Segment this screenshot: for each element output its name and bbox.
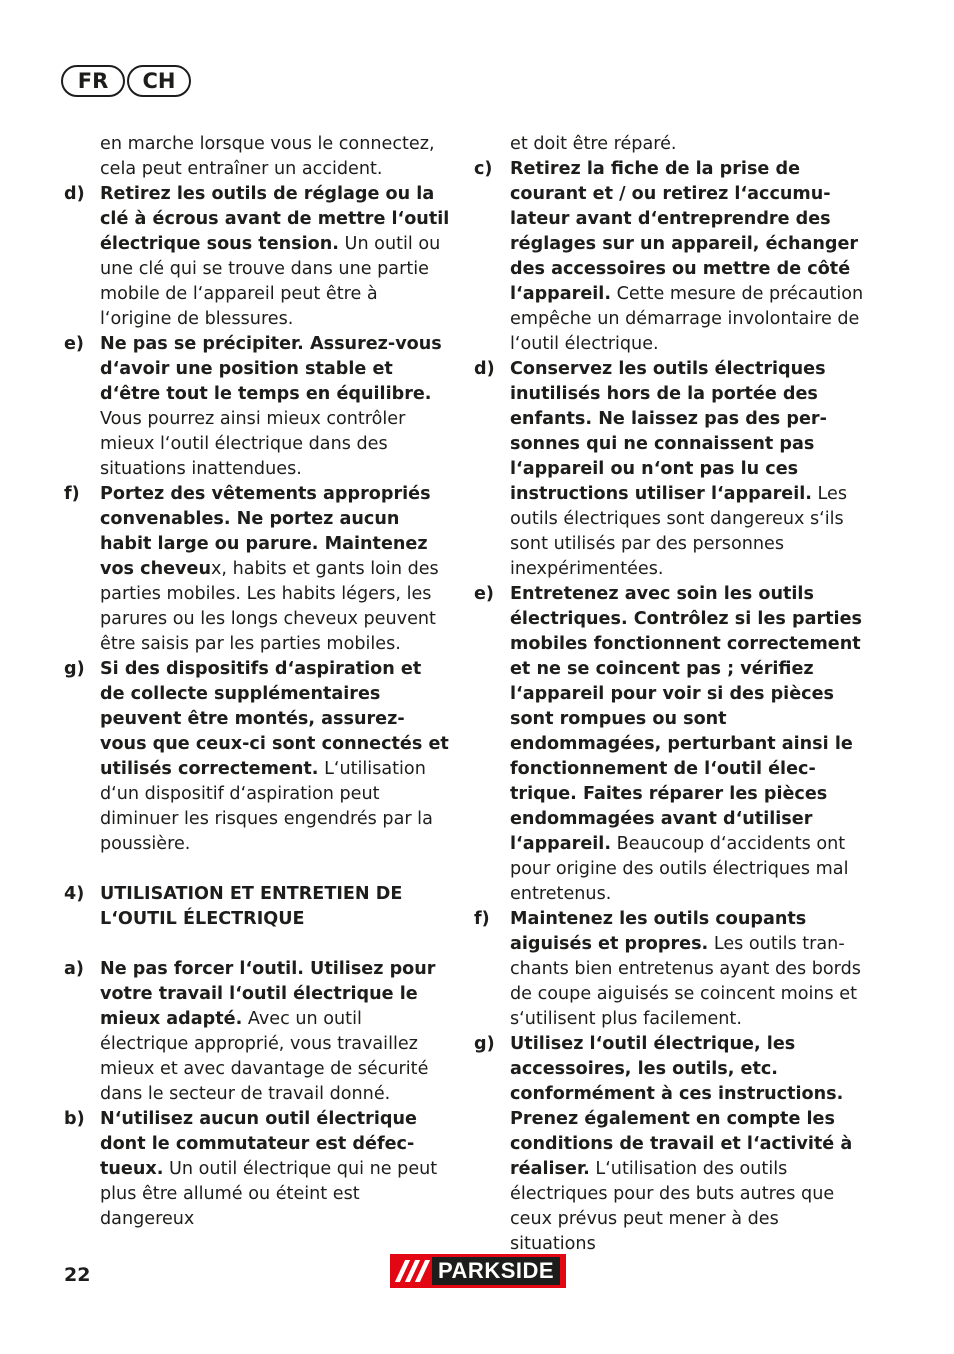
list-item-e	[64, 332, 450, 482]
item-bold: Portez des vêtements appropriés convenables. Ne portez aucun habit large ou parure. Maintenez vos cheveu	[100, 484, 431, 579]
item-label: b)	[64, 1109, 85, 1129]
item-bold: Retirez la fiche de la prise de courant et / ou retirez l‘accumulateur avant d‘entreprendre des réglages sur un appareil, échanger des accessoires ou mettre de côté l‘appareil.	[510, 159, 859, 304]
item-body: Les outils électriques sont dangereux s‘ils sont utilisés par des personnes inexpérimentées.	[510, 484, 848, 579]
item-text	[100, 657, 450, 857]
item-bold: Si des dispositifs d‘aspiration et de collecte supplémentaires peuvent être montés, assurez-vous que ceux-ci sont connectés et utilisés correctement.	[100, 659, 449, 779]
list-item-g	[64, 657, 450, 857]
item-body: Vous pourrez ainsi mieux contrôler mieux l‘outil électrique dans des situations inattendues.	[100, 409, 406, 479]
item-text	[510, 582, 864, 907]
item-label: f)	[474, 909, 490, 929]
item-body: Un outil ou une clé qui se trouve dans une partie mobile de l‘appareil peut être à l‘origine de blessures.	[100, 234, 441, 329]
item-bold: Ne pas se précipiter. Assurez-vous d‘avoir une position stable et d‘être tout le temps en équilibre.	[100, 334, 442, 404]
item-text	[510, 1032, 864, 1257]
item-body: Les outils tranchants bien entretenus ayant des bords de coupe aiguisés se coincent moins et s‘utilisent plus facilement.	[510, 934, 861, 1029]
item-bold: Utilisez l‘outil électrique, les accessoires, les outils, etc. conformément à ces instructions. Prenez également en compte les conditions de travail et l‘activité à réaliser.	[510, 1034, 853, 1179]
section-number: 4)	[64, 884, 85, 904]
list-item-e	[474, 582, 864, 907]
item-body: x, habits et gants loin des parties mobiles. Les habits légers, les parures ou les longs cheveux peuvent être saisis par les parties mobiles.	[100, 559, 439, 654]
item-text	[510, 357, 864, 582]
item-label: a)	[64, 959, 84, 979]
page-number: 22	[64, 1264, 91, 1286]
item-text	[100, 182, 450, 332]
item-bold: Entretenez avec soin les outils électriques. Contrôlez si les parties mobiles fonctionnent correctement et ne se coincent pas ; vérifiez l‘appareil pour voir si des pièces sont rompues ou sont endommagées, perturbant ainsi le fonctionnement de l‘outil électrique. Faites réparer les pièces endommagées avant d‘utiliser l‘appareil.	[510, 584, 862, 854]
item-text	[100, 332, 450, 482]
item-bold: N‘utilisez aucun outil électrique dont le commutateur est défectueux.	[100, 1109, 417, 1179]
item-label: e)	[64, 334, 84, 354]
list-item-d	[474, 357, 864, 582]
item-bold: Ne pas forcer l‘outil. Utilisez pour votre travail l‘outil électrique le mieux adapté.	[100, 959, 436, 1029]
slash-marks-icon	[390, 1254, 432, 1288]
text-line: cela peut entraîner un accident.	[100, 159, 383, 179]
item-label: f)	[64, 484, 80, 504]
list-item-b	[64, 1107, 450, 1232]
item-text	[510, 157, 864, 357]
section-title: UTILISATION ET ENTRETIEN DE L‘OUTIL ÉLECTRIQUE	[100, 884, 403, 929]
list-item-f	[64, 482, 450, 657]
item-label: c)	[474, 159, 493, 179]
list-item-f	[474, 907, 864, 1032]
item-body: L‘utilisation d‘un dispositif d‘aspiration peut diminuer les risques engendrés par la poussière.	[100, 759, 433, 854]
item-text	[510, 907, 864, 1032]
section-heading	[64, 882, 450, 932]
right-column	[474, 132, 864, 1257]
item-text	[100, 482, 450, 657]
text-line: en marche lorsque vous le connectez,	[100, 134, 435, 154]
item-bold: Retirez les outils de réglage ou la clé à écrous avant de mettre l‘outil électrique sous tension.	[100, 184, 450, 254]
item-text	[100, 1107, 450, 1232]
continued-text: et doit être réparé.	[510, 134, 677, 154]
left-column	[64, 132, 450, 1232]
language-badge-fr: FR	[61, 65, 125, 97]
item-body: L‘utilisation des outils électriques pour des buts autres que ceux prévus peut mener à des situations	[510, 1159, 835, 1254]
list-item-d	[64, 182, 450, 332]
item-body: Cette mesure de précaution empêche un démarrage involontaire de l‘outil électrique.	[510, 284, 864, 354]
continued-text	[64, 132, 450, 182]
item-label: g)	[64, 659, 85, 679]
item-bold: Conservez les outils électriques inutilisés hors de la portée des enfants. Ne laissez pas des personnes qui ne connaissent pas l‘appareil ou n‘ont pas lu ces instructions utiliser l‘appareil.	[510, 359, 827, 504]
language-badge-ch: CH	[127, 65, 191, 97]
list-item-a	[64, 957, 450, 1107]
parkside-logo	[390, 1254, 566, 1288]
list-item-c	[474, 157, 864, 357]
item-body: Avec un outil électrique approprié, vous travaillez mieux et avec davantage de sécurité dans le secteur de travail donné.	[100, 1009, 429, 1104]
item-body: Beaucoup d‘accidents ont pour origine des outils électriques mal entretenus.	[510, 834, 849, 904]
item-label: d)	[474, 359, 495, 379]
item-label: d)	[64, 184, 85, 204]
item-label: e)	[474, 584, 494, 604]
item-label: g)	[474, 1034, 495, 1054]
brand-wordmark: PARKSIDE	[432, 1257, 560, 1285]
item-text	[100, 957, 450, 1107]
item-body: Un outil électrique qui ne peut plus être allumé ou éteint est dangereux	[100, 1159, 438, 1229]
list-item-g	[474, 1032, 864, 1257]
item-bold: Maintenez les outils coupants aiguisés et propres.	[510, 909, 807, 954]
